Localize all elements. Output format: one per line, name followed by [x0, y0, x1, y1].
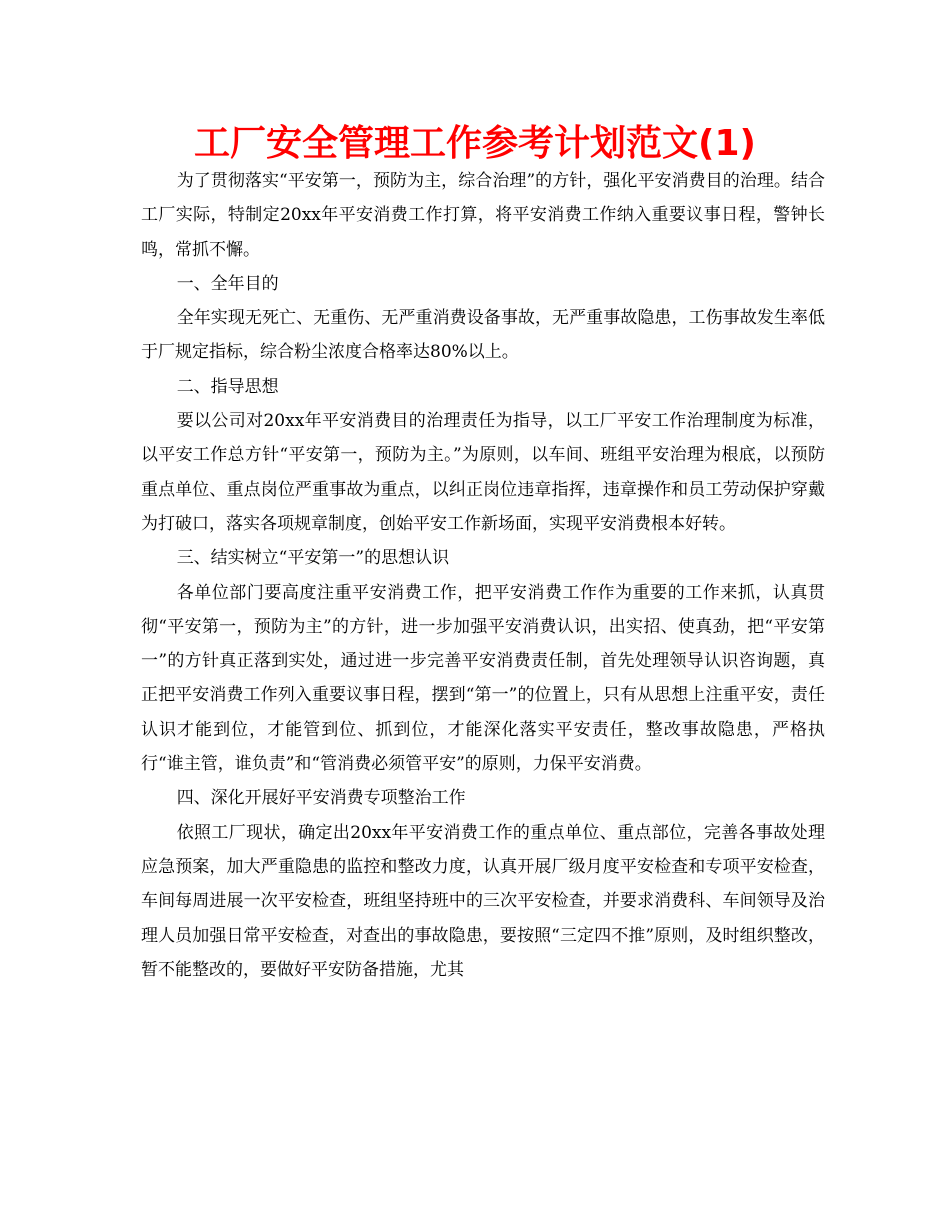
paragraph-annual-goal: 全年实现无死亡、无重伤、无严重消费设备事故，无严重事故隐患，工伤事故发生率低于厂规定指标，综合粉尘浓度合格率达80%以上。: [141, 308, 825, 363]
document-body: [141, 164, 825, 987]
paragraph-special-rectification: 依照工厂现状，确定出20xx年平安消费工作的重点单位、重点部位，完善各事故处理应急预案，加大严重隐患的监控和整改力度，认真开展厂级月度平安检查和专项平安检查，车间每周进展一次平安检查，班组坚持班中的三次平安检查，并要求消费科、车间领导及治理人员加强日常平安检查，对查出的事故隐患，要按照“三定四不推”原则，及时组织整改，暂不能整改的，要做好平安防备措施，尤其: [141, 822, 825, 980]
heading-guiding-idea: 二、指导思想: [176, 376, 279, 397]
heading-annual-goal: 一、全年目的: [176, 273, 279, 294]
paragraph-safety-first: 各单位部门要高度注重平安消费工作，把平安消费工作作为重要的工作来抓，认真贯彻“平安第一，预防为主”的方针，进一步加强平安消费认识，出实招、使真劲，把“平安第一”的方针真正落到实处，通过进一步完善平安消费责任制，首先处理领导认识咨询题，真正把平安消费工作列入重要议事日程，摆到“第一”的位置上，只有从思想上注重平安，责任认识才能到位，才能管到位、抓到位，才能深化落实平安责任，整改事故隐患，严格执行“谁主管，谁负责”和“管消费必须管平安”的原则，力保平安消费。: [141, 582, 825, 775]
document-title: 工厂安全管理工作参考计划范文(1): [194, 123, 756, 164]
heading-safety-first: 三、结实树立“平安第一”的思想认识: [176, 548, 450, 569]
paragraph-guiding-idea: 要以公司对20xx年平安消费目的治理责任为指导，以工厂平安工作治理制度为标准，以平安工作总方针“平安第一，预防为主。”为原则，以车间、班组平安治理为根底，以预防重点单位、重点岗位严重事故为重点，以纠正岗位违章指挥，违章操作和员工劳动保护穿戴为打破口，落实各项规章制度，创始平安工作新场面，实现平安消费根本好转。: [141, 411, 825, 534]
paragraph-intro: 为了贯彻落实“平安第一，预防为主，综合治理”的方针，强化平安消费目的治理。结合工厂实际，特制定20xx年平安消费工作打算，将平安消费工作纳入重要议事日程，警钟长鸣，常抓不懈。: [141, 171, 825, 260]
heading-special-rectification: 四、深化开展好平安消费专项整治工作: [176, 788, 466, 809]
